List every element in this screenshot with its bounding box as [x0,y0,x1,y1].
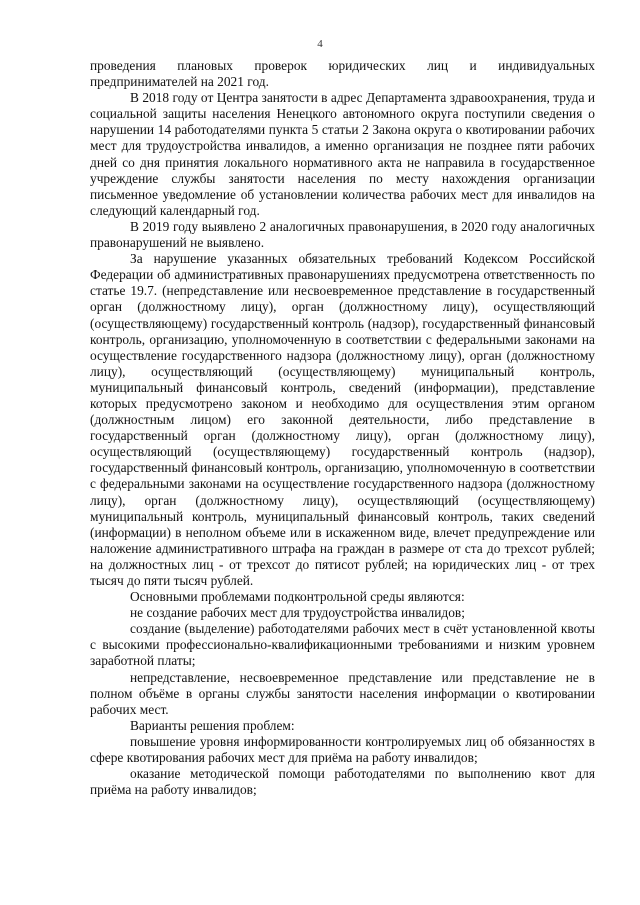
paragraph-solution-2: оказание методической помощи работодателями по выполнению квот для приёма на работу инвалидов; [90,766,595,798]
paragraph-liability: За нарушение указанных обязательных требований Кодексом Российской Федерации об административных правонарушениях предусмотрена ответственность по статье 19.7. (непредставление или несвоевременное представление в государственный орган (должностному лицу), орган (должностному лицу), осуществляющий (осуществляющему) государственный контроль (надзор), государственный финансовый контроль, организацию, уполномоченную в соответствии с федеральными законами на осуществление государственного надзора (должностному лицу), орган (должностному лицу), осуществляющий (осуществляющему) муниципальный контроль, муниципальный финансовый контроль, сведений (информации), представление которых предусмотрено законом и необходимо для осуществления этим органом (должностным лицом) его законной деятельности, либо представление в государственный орган (должностному лицу), орган (должностному лицу), осуществляющий (осуществляющему) государственный контроль (надзор), государственный финансовый контроль, организацию, уполномоченную в соответствии с федеральными законами на осуществление государственного надзора (должностному лицу), орган (должностному лицу), осуществляющий (осуществляющему) муниципальный контроль, муниципальный финансовый контроль, таких сведений (информации) в неполном объеме или в искаженном виде, влечет предупреждение или наложение административного штрафа на граждан в размере от ста до трехсот рублей; на должностных лиц - от трехсот до пятисот рублей; на юридических лиц - от трех тысяч до пяти тысяч рублей. [90,251,595,588]
paragraph-2018-violations: В 2018 году от Центра занятости в адрес Департамента здравоохранения, труда и социальной защиты населения Ненецкого автономного округа поступили сведения о нарушении 14 работодателями пункта 5 статьи 2 Закона округа о квотировании рабочих мест для трудоустройства инвалидов, а именно организация не позднее пяти рабочих дней со дня принятия локального нормативного акта не направила в государственное учреждение службы занятости населения по месту нахождения организации письменное уведомление об установлении количества рабочих мест для инвалидов на следующий календарный год. [90,90,595,218]
paragraph-problems-heading: Основными проблемами подконтрольной среды являются: [130,589,465,605]
paragraph-problem-1: не создание рабочих мест для трудоустройства инвалидов; [130,605,465,621]
page-number: 4 [317,38,323,50]
document-body [90,58,595,798]
paragraph-solution-1: повышение уровня информированности контролируемых лиц об обязанностях в сфере квотирования рабочих мест для приёма на работу инвалидов; [90,733,595,766]
paragraph-2019-2020: В 2019 году выявлено 2 аналогичных правонарушения, в 2020 году аналогичных правонарушений не выявлено. [90,218,595,251]
paragraph-solutions-heading: Варианты решения проблем: [130,717,295,733]
paragraph-problem-3: непредставление, несвоевременное представление или представление не в полном объёме в органы службы занятости населения информации о квотировании рабочих мест. [90,669,595,717]
paragraph-continuation: проведения плановых проверок юридических лиц и индивидуальных предпринимателей на 2021 год. [90,58,595,90]
paragraph-problem-2: создание (выделение) работодателями рабочих мест в счёт установленной квоты с высокими профессионально-квалификационными требованиями и низким уровнем заработной платы; [90,621,595,669]
